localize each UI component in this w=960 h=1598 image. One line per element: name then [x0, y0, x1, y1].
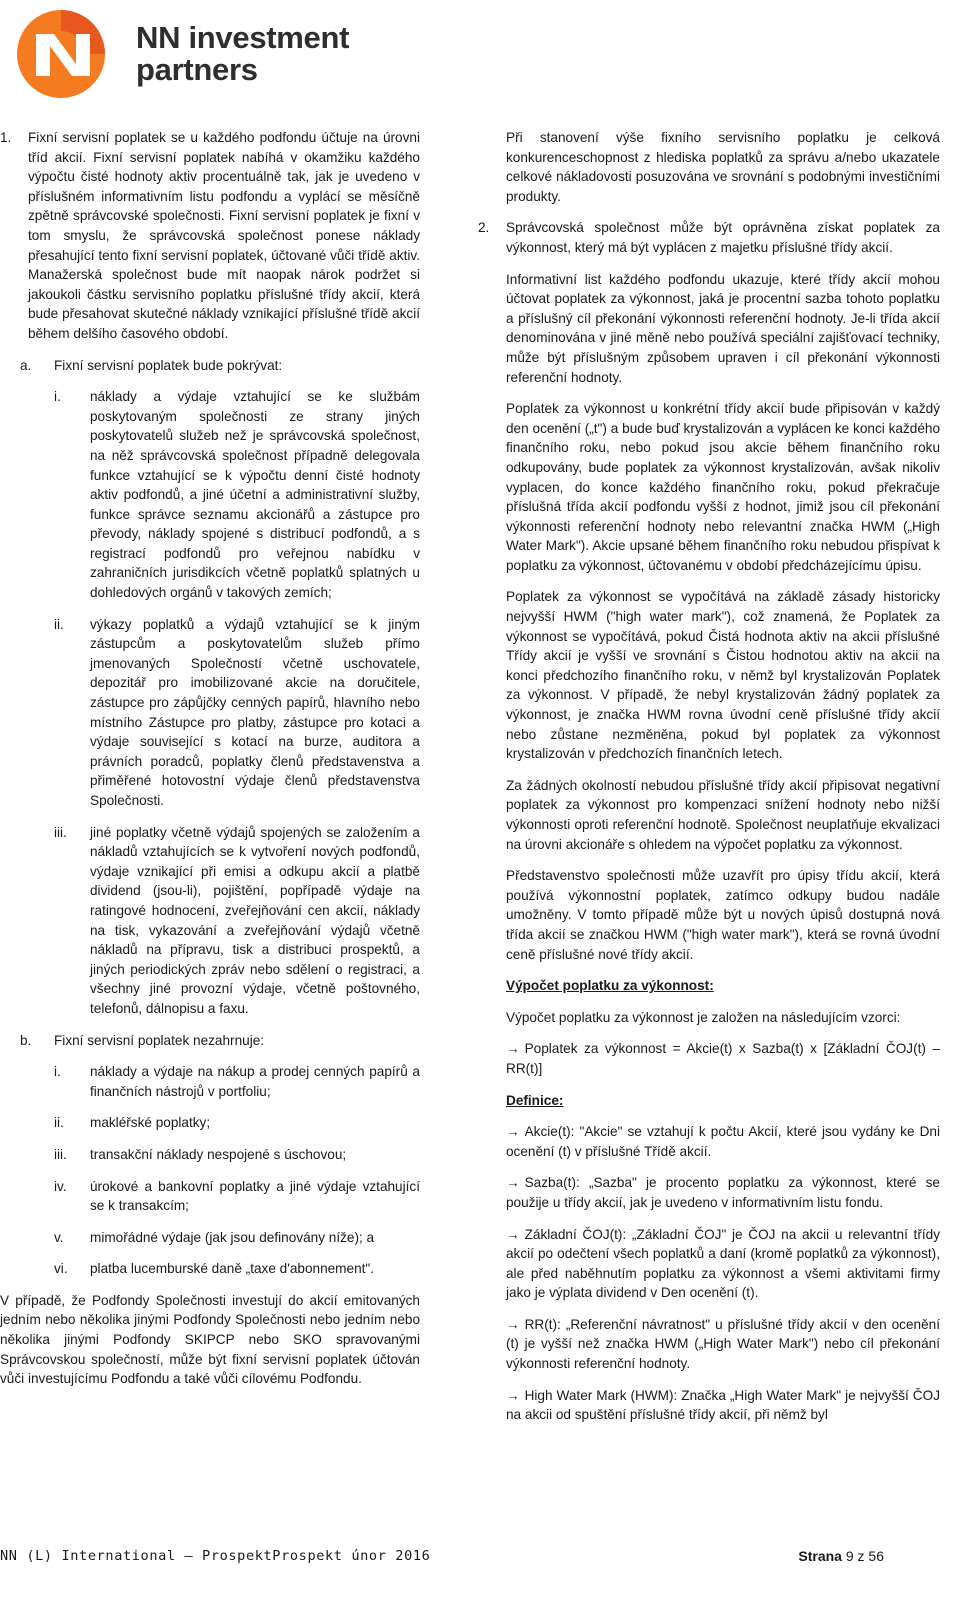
roman-item: [0, 1177, 420, 1216]
roman-text: transakční náklady nespojené s úschovou;: [90, 1146, 347, 1162]
sub-item-a: [0, 356, 420, 376]
definition-text: Sazba(t): „Sazba" je procento poplatku za výkonnost, které se použije u třídy akcií, jak je uvedeno v informativním listu fondu.: [506, 1175, 940, 1210]
arrow-right-icon: →: [506, 1124, 520, 1140]
roman-number: i.: [54, 1064, 61, 1080]
roman-item: [0, 1113, 420, 1133]
definition-item: [506, 1386, 940, 1425]
logo-line-1: NN investment: [136, 20, 350, 55]
roman-number: i.: [54, 389, 61, 405]
roman-item: [0, 1259, 420, 1279]
roman-text: jiné poplatky včetně výdajů spojených se založením a nákladů vztahujících se k vytvoření nových podfondů, výdaje vznikající při emisi a odkupu akcií a platbě dividend (jsou-li), pojištění, popřípadě výdaje na ratingové hodnocení, zveřejňování cen akcií, náklady na tisk, vykazování a zveřejňování výdajů včetně nákladů na přípravu, tisk a distribuci prospektů, a jiných periodických zpráv nebo sdělení o registraci, a všechny jiné provozní výdaje, včetně poštovného, telefonů, dálnopisu a faxu.: [90, 824, 420, 1016]
roman-item: [0, 387, 420, 603]
paragraph: Výpočet poplatku za výkonnost je založen na následujícím vzorci:: [506, 1009, 901, 1025]
roman-text: makléřské poplatky;: [90, 1115, 211, 1131]
page-word: Strana: [798, 1548, 842, 1564]
page-of: 9 z 56: [845, 1548, 884, 1564]
definition-text: Akcie(t): "Akcie" se vztahují k počtu Akcií, které jsou vydány ke Dni ocenění (t) v příslušné Třídě akcií.: [506, 1124, 940, 1159]
section-heading-calculation: Výpočet poplatku za výkonnost:: [506, 978, 714, 994]
item-letter: a.: [20, 357, 32, 373]
definition-text: High Water Mark (HWM): Značka „High Water Mark" je nejvyšší ČOJ na akcii od spuštění příslušné třídy akcií, při němž byl: [506, 1387, 940, 1423]
item-text: Fixní servisní poplatek bude pokrývat:: [54, 357, 283, 373]
roman-item: [0, 1062, 420, 1101]
arrow-right-icon: →: [506, 1041, 520, 1057]
section-heading-definitions: Definice:: [506, 1092, 564, 1108]
item-text: Správcovská společnost může být oprávněna získat poplatek za výkonnost, který má být vyplácen z majetku příslušné třídy akcií.: [506, 220, 940, 255]
roman-text: platba lucemburské daně „taxe d'abonnement".: [90, 1261, 375, 1277]
formula-text: Poplatek za výkonnost = Akcie(t) x Sazba(t) x [Základní ČOJ(t) – RR(t)]: [506, 1041, 940, 1076]
roman-number: v.: [54, 1229, 64, 1245]
left-column: [0, 128, 420, 1401]
arrow-right-icon: →: [506, 1226, 520, 1242]
logo-line-2: partners: [136, 52, 258, 87]
numbered-item-2: [478, 218, 940, 257]
paragraph: Za žádných okolností nebudou příslušné třídy akcií připisovat negativní poplatek za výkonnost pro kompenzaci snížení hodnoty nebo nižší výkonnosti oproti referenční hodnotě. Společnost neuplatňuje ekvalizaci na úrovni akcionáře s ohledem na výpočet poplatku za výkonnost.: [506, 777, 940, 852]
roman-item: [0, 1228, 420, 1248]
roman-text: úrokové a bankovní poplatky a jiné výdaje vztahující se k transakcím;: [90, 1178, 420, 1214]
item-letter: b.: [20, 1032, 32, 1048]
paragraph: Informativní list každého podfondu ukazuje, které třídy akcií mohou účtovat poplatek za výkonnost, jaká je procentní sazba tohoto poplatku a příslušný cíl překonání výkonnosti referenční hodnoty. Je-li třída akcií denominována v jiné měně nebo používá speciální zajišťovací techniky, může být příslušným způsobem upraven i cíl překonání výkonnosti referenční hodnoty.: [506, 271, 940, 385]
formula-line: [506, 1039, 940, 1078]
footer-document-title: NN (L) International – ProspektProspekt únor 2016: [0, 1548, 431, 1564]
roman-number: ii.: [54, 1115, 64, 1131]
roman-text: náklady a výdaje na nákup a prodej cenných papírů a finančních nástrojů v portfoliu;: [90, 1064, 420, 1099]
nn-logo: [14, 6, 354, 100]
paragraph: Při stanovení výše fixního servisního poplatku je celková konkurenceschopnost z hlediska poplatků za správu a/nebo ukazatele celkové nákladovosti posuzována ve srovnání s podobnými investičními produkty.: [506, 130, 940, 204]
item-number: 1.: [0, 130, 12, 145]
numbered-item-1: [0, 128, 420, 344]
arrow-right-icon: →: [506, 1175, 520, 1191]
nn-lion-emblem-icon: [14, 6, 114, 100]
arrow-right-icon: →: [506, 1316, 520, 1332]
sub-item-b: [0, 1031, 420, 1051]
logo-wordmark: [136, 22, 349, 86]
definition-text: RR(t): „Referenční návratnost" u příslušné třídy akcií v den ocenění (t) je vyšší než značka HWM („High Water Mark") nebo cíl překonání výkonnosti referenční hodnoty.: [506, 1316, 940, 1372]
right-column: [478, 128, 940, 1437]
item-text: Fixní servisní poplatek se u každého podfondu účtuje na úrovni tříd akcií. Fixní servisní poplatek nabíhá v okamžiku každého výpočtu čisté hodnoty aktiv procentuálně tak, jak je uvedeno v příslušném informativním listu podfondu a vyplácí se měsíčně zpětně správcovské společnosti. Fixní servisní poplatek je fixní v tom smyslu, že správcovská společnost ponese náklady přesahující tento fixní servisní poplatek, účtované vůči třídě aktiv. Manažerská společnost bude mít naopak nárok podržet si jakoukoli částku servisního poplatku příslušné třídy akcií, která bude přesahovat skutečné náklady vznikající příslušné třídě akcií během delšího časového období.: [28, 130, 420, 341]
roman-item: [0, 1145, 420, 1165]
roman-number: iii.: [54, 1146, 67, 1162]
item-number: 2.: [478, 220, 490, 236]
definition-item: [506, 1315, 940, 1374]
item-text: Fixní servisní poplatek nezahrnuje:: [54, 1032, 265, 1048]
definition-item: [506, 1173, 940, 1212]
roman-text: výkazy poplatků a výdajů vztahující se k jiným zástupcům a poskytovatelům služeb přímo jmenovaných Společností včetně uschovatele, depozitář pro imobilizované akcie na doručitele, zástupce pro zápůjčky cenných papírů, hlavního nebo místního Zástupce pro platby, zástupce pro kotaci a výdaje související s kotací na burze, auditora a právních poradců, poplatky členů představenstva a přiměřené hotovostní výdaje členů představenstva Společnosti.: [90, 616, 420, 808]
roman-text: náklady a výdaje vztahující se ke službám poskytovaným společnosti ze strany jiných poskytovatelů služeb než je správcovská společnost, na něž správcovská společnost případně delegovala funkce vztahující se k výpočtu denní čisté hodnoty aktiv podfondů, a jiné účetní a administrativní služby, funkce správce seznamu akcionářů a zástupce pro převody, náklady spojené s distribucí podfondů, a s registrací podfondů pro veřejnou nabídku v zahraničních jurisdikcích včetně poplatků splatných u dohledových orgánů v takových zemích;: [90, 389, 420, 601]
closing-paragraph: V případě, že Podfondy Společnosti investují do akcií emitovaných jedním nebo několika jinými Podfondy Společnosti nebo jedním nebo několika jinými Podfondy SKIPCP nebo SKO spravovanými Správcovskou společností, může být fixní servisní poplatek účtován vůči investujícímu Podfondu a také vůči cílovému Podfondu.: [0, 1292, 420, 1387]
footer-page-number: [798, 1548, 884, 1564]
paragraph: Poplatek za výkonnost se vypočítává na základě zásady historicky nejvyšší HWM ("high water mark"), což znamená, že Poplatek za výkonnost se vypočítává, pokud Čistá hodnota aktiv na akcii příslušné Třídy akcií je vyšší ve srovnání s Čistou hodnotou aktiv na akcii na konci předchozího finančního roku, v němž byl krystalizován Poplatek za výkonnost. V případě, že nebyl krystalizován žádný poplatek za výkonnost, je značka HWM rovna úvodní ceně příslušné třídy akcií nebo zůstane nezměněna, pokud byl poplatek za výkonnost krystalizován v předchozích finančních letech.: [506, 589, 940, 762]
roman-number: vi.: [54, 1261, 68, 1277]
definition-item: [506, 1225, 940, 1303]
roman-item: [0, 615, 420, 811]
definition-item: [506, 1122, 940, 1161]
paragraph: Poplatek za výkonnost u konkrétní třídy akcií bude připisován v každý den ocenění („t") a bude buď krystalizován a vyplácen ke konci každého finančního roku, nebo pokud jsou akcie během finančního roku odkupovány, bude poplatek za výkonnost krystalizován, avšak nikoliv vyplacen, do konce každého finančního roku, pokud překračuje příslušná třída akcií podfondu vyšší z hodnot, jimiž jsou cíl překonání výkonnosti referenční hodnoty nebo relevantní značka HWM („High Water Mark"). Akcie upsané během finančního roku nebudou přispívat k poplatku za výkonnost, účtovanému v období předcházejícímu úpisu.: [506, 401, 940, 573]
roman-item: [0, 823, 420, 1019]
roman-number: ii.: [54, 616, 64, 632]
roman-number: iv.: [54, 1178, 67, 1194]
page-footer: [0, 1548, 960, 1568]
paragraph: Představenstvo společnosti může uzavřít pro úpisy třídu akcií, která používá výkonnostní poplatek, zatímco odkupy budou nadále umožněny. V tomto případě může být u nových úpisů dostupná nová třída akcií se značkou HWM ("high water mark"), která se rovná úvodní ceně příslušné nové třídy akcií.: [506, 868, 940, 962]
roman-text: mimořádné výdaje (jak jsou definovány níže); a: [90, 1229, 375, 1245]
definition-text: Základní ČOJ(t): „Základní ČOJ" je ČOJ na akcii u relevantní třídy akcií po odečtení všech poplatků a daní (kromě poplatků za výkonnost), ale před naběhnutím poplatku za výkonnost a všemi aktivitami firmy jako je výplata dividend v Den ocenění (t).: [506, 1226, 940, 1301]
roman-number: iii.: [54, 824, 67, 840]
arrow-right-icon: →: [506, 1387, 520, 1403]
